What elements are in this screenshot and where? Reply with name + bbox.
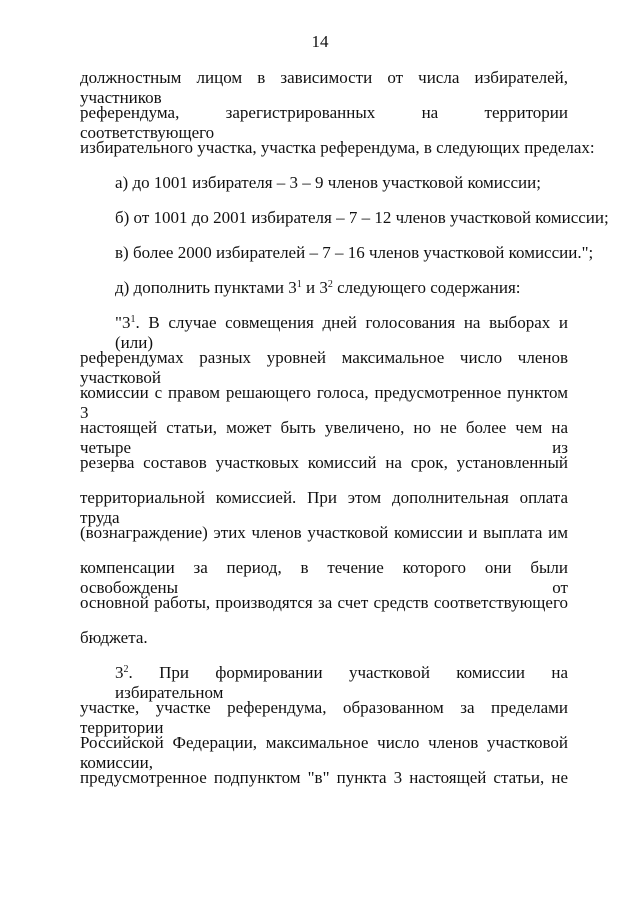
item-d-prefix: д) дополнить пунктами 3 [115, 278, 297, 297]
text-line: резерва составов участковых комиссий на срок, установленный [80, 453, 568, 472]
text-line: основной работы, производятся за счет средств соответствующего [80, 593, 568, 612]
text-line: территориальной комиссией. При этом дополнительная оплата труда [80, 488, 568, 527]
para-31-text: . В случае совмещения дней голосования на выборах и (или) [115, 313, 568, 352]
list-item-d [115, 278, 521, 298]
superscript: 1 [296, 279, 302, 290]
paragraph-3-1-start [115, 313, 568, 353]
list-item-v: в) более 2000 избирателей – 7 – 16 членов участковой комиссии."; [115, 243, 594, 262]
item-d-suffix: следующего содержания: [332, 278, 521, 297]
para-32-num: 3 [115, 663, 124, 682]
superscript: 2 [327, 279, 333, 290]
superscript: 1 [130, 314, 136, 325]
text-line: избирательного участка, участка референдума, в следующих пределах: [80, 138, 595, 157]
para-31-open: "3 [115, 313, 131, 332]
list-item-a: а) до 1001 избирателя – 3 – 9 членов участковой комиссии; [115, 173, 541, 192]
text-line: комиссии с правом решающего голоса, предусмотренное пунктом 3 [80, 383, 568, 422]
text-line: настоящей статьи, может быть увеличено, но не более чем на четыре из [80, 418, 568, 457]
text-line: предусмотренное подпунктом "в" пункта 3 настоящей статьи, не [80, 768, 568, 787]
superscript: 2 [123, 664, 129, 675]
text-line: референдума, зарегистрированных на территории соответствующего [80, 103, 568, 142]
page-number: 14 [311, 32, 329, 51]
text-line: бюджета. [80, 628, 148, 647]
text-line: должностным лицом в зависимости от числа избирателей, участников [80, 68, 568, 107]
text-line: референдумах разных уровней максимальное число членов участковой [80, 348, 568, 387]
text-line: (вознаграждение) этих членов участковой комиссии и выплата им [80, 523, 568, 542]
text-line: Российской Федерации, максимальное число членов участковой комиссии, [80, 733, 568, 772]
text-line: компенсации за период, в течение которого они были освобождены от [80, 558, 568, 597]
paragraph-3-2-start [115, 663, 568, 703]
item-d-mid: и 3 [301, 278, 328, 297]
list-item-b: б) от 1001 до 2001 избирателя – 7 – 12 членов участковой комиссии; [115, 208, 609, 227]
para-32-text: . При формировании участковой комиссии на избирательном [115, 663, 568, 702]
text-line: участке, участке референдума, образованном за пределами территории [80, 698, 568, 737]
